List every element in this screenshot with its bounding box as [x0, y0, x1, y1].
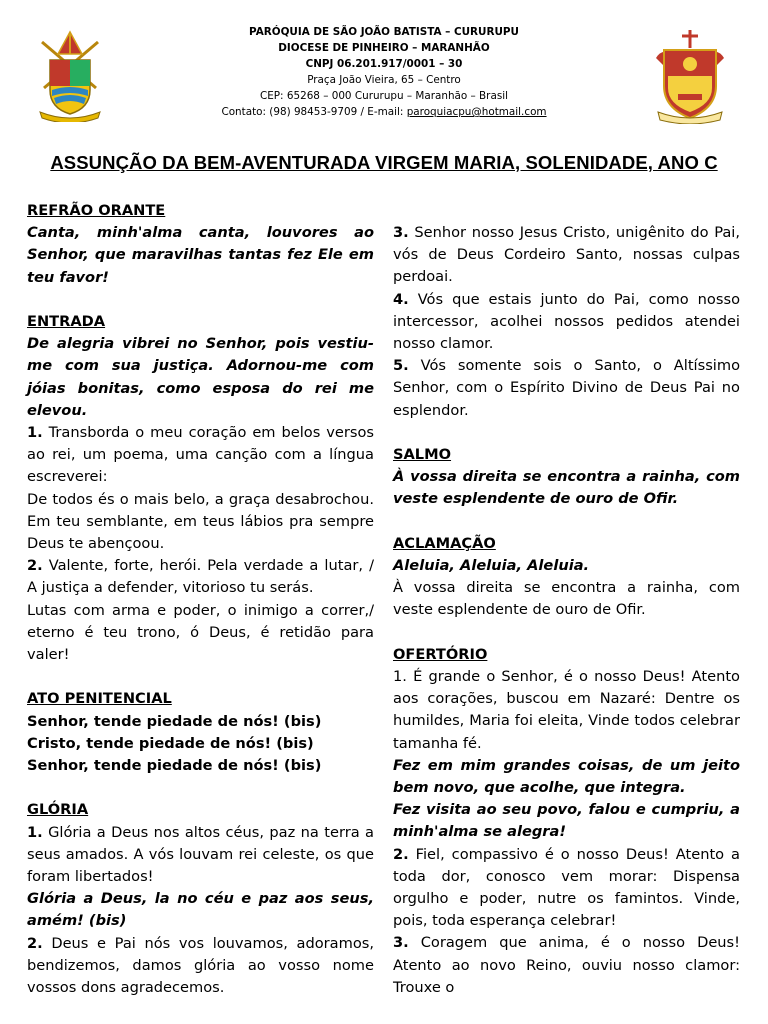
document-header	[0, 24, 768, 128]
ofertorio-verse-2	[393, 844, 740, 933]
email-link[interactable]: paroquiacpu@hotmail.com	[406, 106, 547, 118]
ato-line-3: Senhor, tende piedade de nós! (bis)	[27, 757, 322, 775]
gloria-verse-4	[393, 289, 740, 356]
verse-text: Coragem que anima, é o nosso Deus! Atento ao novo Reino, ouviu nosso clamor: Trouxe o	[393, 934, 740, 996]
ofertorio-verse-1: 1. É grande o Senhor, é o nosso Deus! Atento aos corações, buscou em Nazaré: Dentre os humildes, Maria foi eleita, Vinde todos celebrar tamanha fé.	[393, 668, 740, 752]
verse-text: Fiel, compassivo é o nosso Deus! Atento a toda dor, conosco vem morar: Dispensa orgulho e poder, nutre os famintos. Vinde, pois, toda esperança celebrar!	[393, 845, 740, 930]
contact-line	[184, 104, 584, 120]
diocese-coat-of-arms-icon	[36, 26, 104, 122]
verse-text: Glória a Deus nos altos céus, paz na terra a seus amados. A vós louvam rei celeste, os que foram libertados!	[27, 823, 374, 886]
verse-number: 2.	[27, 557, 43, 575]
section-title-refrao: REFRÃO ORANTE	[27, 202, 166, 219]
salmo-text: À vossa direita se encontra a rainha, com veste esplendente de ouro de Ofir.	[393, 468, 740, 508]
verse-number: 2.	[27, 934, 43, 952]
gloria-verse-5	[393, 355, 740, 422]
verse-text: Vós que estais junto do Pai, como nosso intercessor, acolhei nossos pedidos atendei nosso clamor.	[393, 290, 740, 353]
ofertorio-verse-3	[393, 932, 740, 999]
gloria-verse-1	[27, 822, 374, 889]
verse-text: Senhor nosso Jesus Cristo, unigênito do Pai, vós de Deus Cordeiro Santo, nossas culpas perdoai.	[393, 224, 740, 286]
parish-name: PARÓQUIA DE SÃO JOÃO BATISTA – CURURUPU	[249, 26, 519, 38]
parish-coat-of-arms-icon	[652, 28, 728, 124]
right-column	[393, 222, 740, 999]
section-title-gloria: GLÓRIA	[27, 801, 89, 819]
gloria-refrain: Glória a Deus, la no céu e paz aos seus, amém! (bis)	[27, 890, 374, 930]
verse-number: 2.	[393, 845, 409, 863]
verse-number: 3.	[393, 934, 409, 952]
entrada-verse-2b: Lutas com arma e poder, o inimigo a correr,/ eterno é teu trono, ó Deus, é retidão para valer!	[27, 601, 374, 664]
verse-text: Deus e Pai nós vos louvamos, adoramos, bendizemos, damos glória ao vosso nome vossos dons agradecemos.	[27, 934, 374, 997]
page-title: ASSUNÇÃO DA BEM-AVENTURADA VIRGEM MARIA, SOLENIDADE, ANO C	[50, 152, 718, 173]
postal-address: CEP: 65268 – 000 Cururupu – Maranhão – Brasil	[259, 90, 509, 102]
ofertorio-refrain-2: Fez visita ao seu povo, falou e cumpriu, a minh'alma se alegra!	[393, 801, 740, 841]
ato-line-1: Senhor, tende piedade de nós! (bis)	[27, 712, 322, 730]
verse-number: 4.	[393, 290, 409, 308]
address: Praça João Vieira, 65 – Centro	[307, 74, 461, 86]
section-title-salmo: SALMO	[393, 446, 452, 464]
gloria-verse-3	[393, 222, 740, 289]
verse-number: 1.	[27, 823, 43, 841]
verse-text: Vós somente sois o Santo, o Altíssimo Senhor, com o Espírito Divino de Deus Pai no esplendor.	[393, 357, 740, 419]
parish-info	[184, 24, 584, 120]
section-title-entrada: ENTRADA	[27, 313, 106, 330]
entrada-verse-1	[27, 422, 374, 489]
section-title-ato: ATO PENITENCIAL	[27, 690, 172, 708]
aclamacao-refrain: Aleluia, Aleluia, Aleluia.	[393, 557, 590, 575]
cnpj: CNPJ 06.201.917/0001 – 30	[305, 58, 463, 70]
verse-number: 3.	[393, 224, 409, 241]
ato-line-2: Cristo, tende piedade de nós! (bis)	[27, 734, 314, 752]
gloria-verse-2	[27, 933, 374, 1000]
refrao-text: Canta, minh'alma canta, louvores ao Senhor, que maravilhas tantas fez Ele em teu favor!	[27, 224, 374, 286]
ofertorio-refrain-1: Fez em mim grandes coisas, de um jeito bem novo, que acolhe, que integra.	[393, 756, 740, 797]
verse-number: 5.	[393, 357, 409, 375]
entrada-verse-2	[27, 555, 374, 599]
entrada-refrain: De alegria vibrei no Senhor, pois vestiu-me com sua justiça. Adornou-me com jóias bonitas, como esposa do rei me elevou.	[27, 335, 374, 419]
verse-text: Transborda o meu coração em belos versos ao rei, um poema, uma canção com a língua escreverei:	[27, 424, 374, 486]
section-title-ofertorio: OFERTÓRIO	[393, 645, 488, 663]
section-title-aclamacao: ACLAMAÇÃO	[393, 534, 496, 552]
left-column	[27, 200, 374, 999]
diocese-name: DIOCESE DE PINHEIRO – MARANHÃO	[278, 42, 490, 54]
verse-text: Valente, forte, herói. Pela verdade a lutar, / A justiça a defender, vitorioso tu serás.	[27, 557, 374, 597]
entrada-verse-1b: De todos és o mais belo, a graça desabrochou. Em teu semblante, em teus lábios pra sempre Deus te abençoou.	[27, 490, 374, 553]
verse-number: 1.	[27, 424, 43, 442]
contact-phone: Contato: (98) 98453-9709 / E-mail:	[221, 106, 407, 118]
aclamacao-text: À vossa direita se encontra a rainha, com veste esplendente de ouro de Ofir.	[393, 579, 740, 619]
